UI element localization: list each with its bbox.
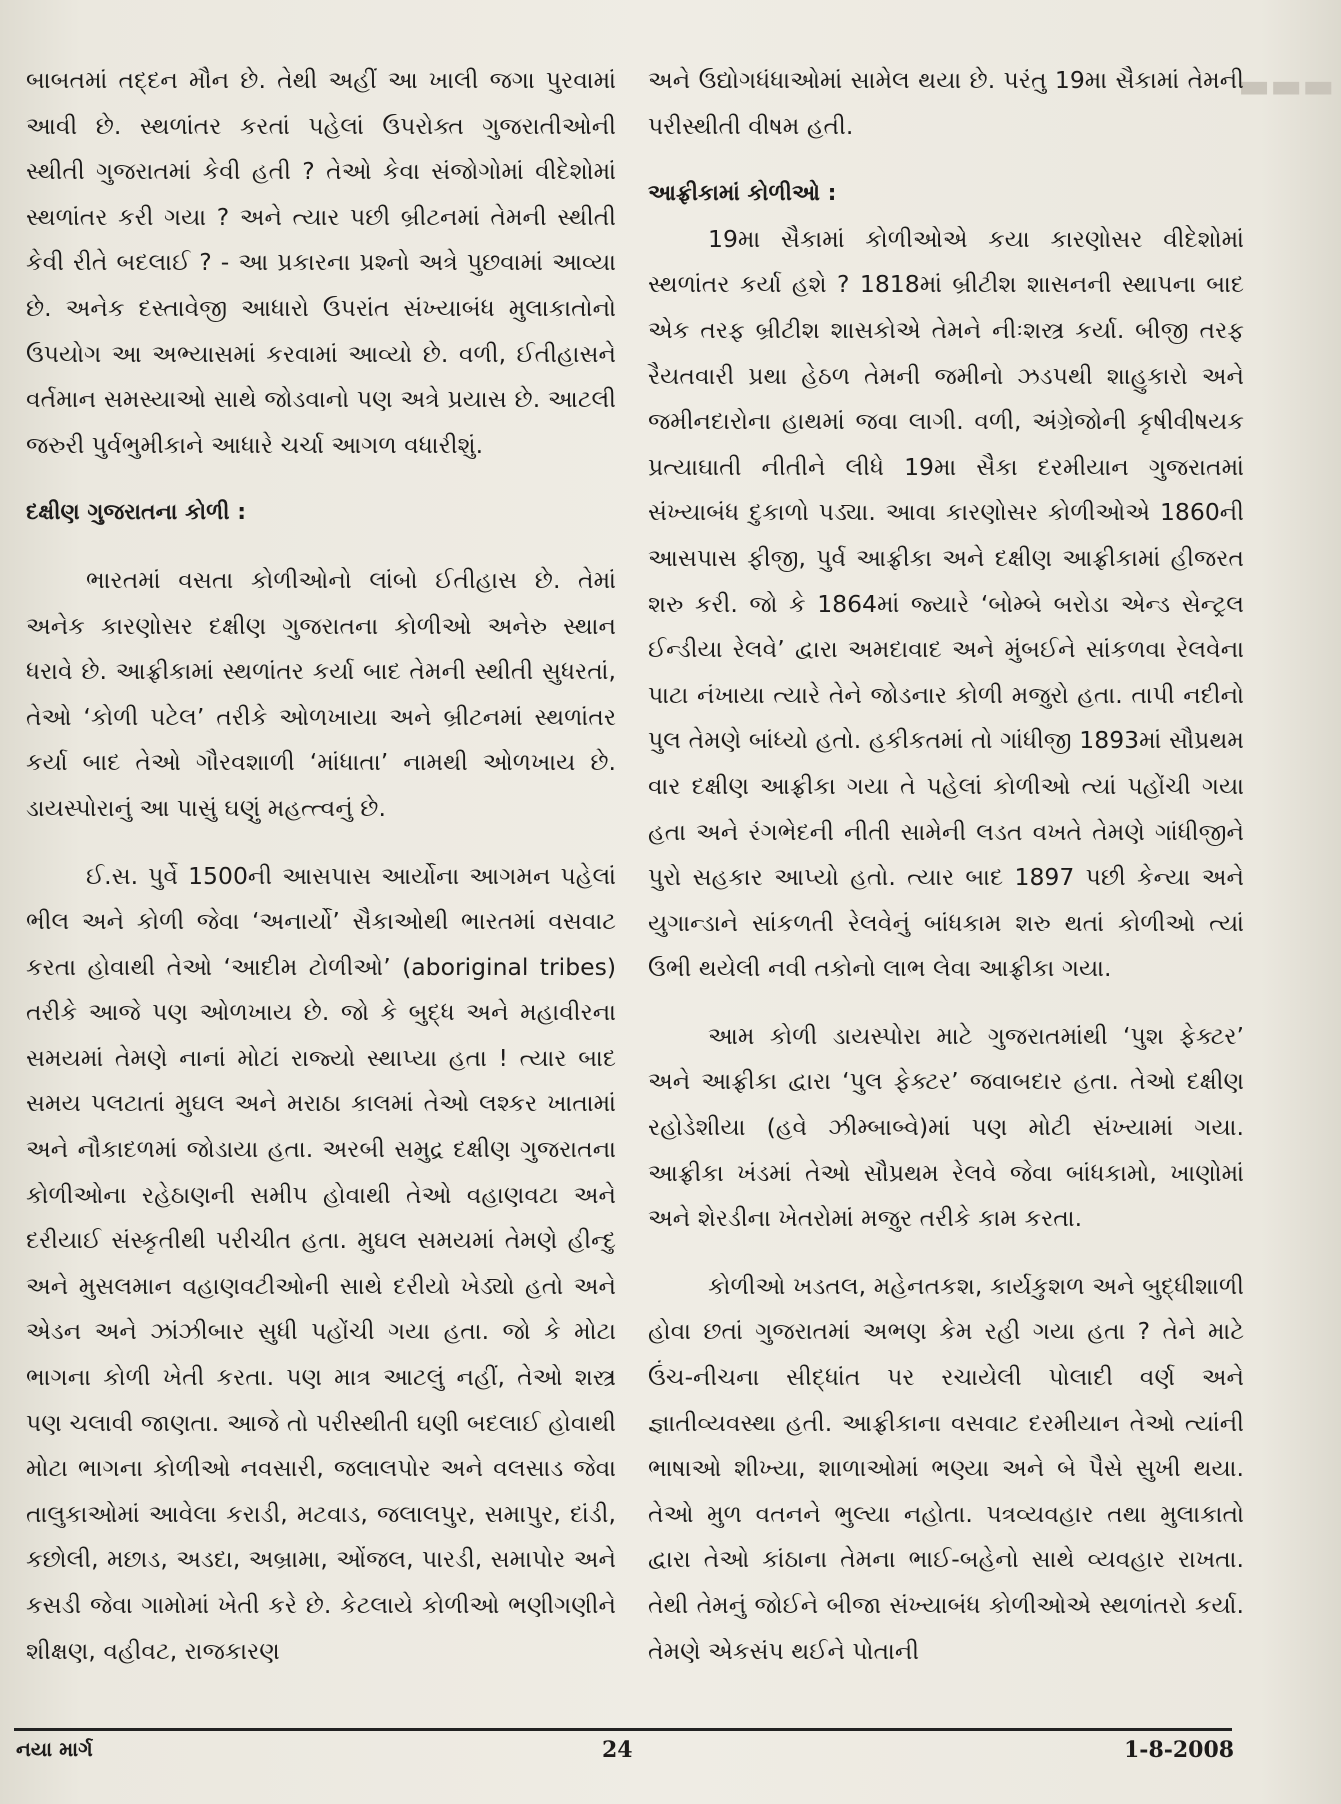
section-heading-africa: આફ્રીકામાં કોળીઓ : — [648, 181, 837, 207]
spacer — [26, 536, 616, 558]
page-number: 24 — [602, 1737, 633, 1763]
paragraph-hardworking: કોળીઓ ખડતલ, મહેનતકશ, કાર્યકુશળ અને બુદ્ધીશાળી હોવા છતાં ગુજરાતમાં અભણ કેમ રહી ગયા હતા ? તેને માટે ઉંચ-નીચના સીદ્ધાંત પર રચાયેલી પોલાદી વર્ણ અને જ્ઞાતીવ્યવસ્થા હતી. આફ્રીકાના વસવાટ દરમીયાન તેઓ ત્યાંની ભાષાઓ શીખ્યા, શાળાઓમાં ભણ્યા અને બે પૈસે સુખી થયા. તેઓ મુળ વતનને ભુલ્યા નહોતા. પત્રવ્યવહાર તથા મુલાકાતો દ્વારા તેઓ કાંઠાના તેમના ભાઈ-બહેનો સાથે વ્યવહાર રાખતા. તેથી તેમનું જોઈને બીજા સંખ્યાબંધ કોળીઓએ સ્થળાંતરો કર્યા. તેમણે એકસંપ થઈને પોતાની — [648, 1271, 1244, 1665]
bleed-through-heading: ▬▬▬ — [1238, 66, 1335, 106]
magazine-name: નયા માર્ગ — [16, 1737, 93, 1761]
paragraph-migration: 19મા સૈકામાં કોળીઓએ કયા કારણોસર વીદેશોમાં સ્થળાંતર કર્યા હશે ? 1818માં બ્રીટીશ શાસનની સ્થાપના બાદ એક તરફ બ્રીટીશ શાસકોએ તેમને નીઃશસ્ત્ર કર્યા. બીજી તરફ રૈયતવારી પ્રથા હેઠળ તેમની જમીનો ઝડપથી શાહુકારો અને જમીનદારોના હાથમાં જવા લાગી. વળી, અંગ્રેજોની કૃષીવીષયક પ્રત્યાઘાતી નીતીને લીધે 19મા સૈકા દરમીયાન ગુજરાતમાં સંખ્યાબંધ દુકાળો પડ્યા. આવા કારણોસર કોળીઓએ 1860ની આસપાસ ફીજી, પુર્વ આફ્રીકા અને દક્ષીણ આફ્રીકામાં હીજરત શરુ કરી. જો કે 1864માં જ્યારે ‘બોમ્બે બરોડા એન્ડ સેન્ટ્રલ ઈન્ડીયા રેલવે’ દ્વારા અમદાવાદ અને મુંબઈને સાંકળવા રેલવેના પાટા નંખાયા ત્યારે તેને જોડનાર કોળી મજુરો હતા. તાપી નદીનો પુલ તેમણે બાંધ્યો હતો. હકીકતમાં તો ગાંધીજી 1893માં સૌપ્રથમ વાર દક્ષીણ આફ્રીકા ગયા તે પહેલાં કોળીઓ ત્યાં પહોંચી ગયા હતા અને રંગભેદની નીતી સામેની લડત વખતે તેમણે ગાંધીજીને પુરો સહકાર આપ્યો હતો. ત્યાર બાદ 1897 પછી કેન્યા અને યુગાન્ડાને સાંકળતી રેલવેનું બાંધકામ શરુ થતાં કોળીઓ ત્યાં ઉભી થયેલી નવી તકોનો લાભ લેવા આફ્રીકા ગયા. — [648, 224, 1244, 983]
spacer — [648, 992, 1244, 1014]
left-column — [26, 58, 616, 1674]
paragraph-history: ભારતમાં વસતા કોળીઓનો લાંબો ઈતીહાસ છે. તેમાં અનેક કારણોસર દક્ષીણ ગુજરાતના કોળીઓ અનેરુ સ્થાન ધરાવે છે. આફ્રીકામાં સ્થળાંતર કર્યા બાદ તેમની સ્થીતી સુધરતાં, તેઓ ‘કોળી પટેલ’ તરીકે ઓળખાયા અને બ્રીટનમાં સ્થળાંતર કર્યા બાદ તેઓ ગૌરવશાળી ‘માંધાતા’ નામથી ઓળખાય છે. ડાયસ્પોરાનું આ પાસું ઘણું મહત્ત્વનું છે. — [26, 565, 616, 822]
paragraph-continued: અને ઉદ્યોગધંધાઓમાં સામેલ થયા છે. પરંતુ 19મા સૈકામાં તેમની પરીસ્થીતી વીષમ હતી. — [648, 66, 1244, 140]
spacer — [648, 149, 1244, 171]
spacer — [26, 468, 616, 490]
paragraph-intro: બાબતમાં તદ્દન મૌન છે. તેથી અહીં આ ખાલી જગા પુરવામાં આવી છે. સ્થળાંતર કરતાં પહેલાં ઉપરોક્ત ગુજરાતીઓની સ્થીતી ગુજરાતમાં કેવી હતી ? તેઓ કેવા સંજોગોમાં વીદેશોમાં સ્થળાંતર કરી ગયા ? અને ત્યાર પછી બ્રીટનમાં તેમની સ્થીતી કેવી રીતે બદલાઈ ? - આ પ્રકારના પ્રશ્નો અત્રે પુછવામાં આવ્યા છે. અનેક દસ્તાવેજી આધારો ઉપરાંત સંખ્યાબંધ મુલાકાતોનો ઉપયોગ આ અભ્યાસમાં કરવામાં આવ્યો છે. વળી, ઈતીહાસને વર્તમાન સમસ્યાઓ સાથે જોડવાનો પણ અત્રે પ્રયાસ છે. આટલી જરુરી પુર્વભુમીકાને આધારે ચર્ચા આગળ વધારીશું. — [26, 66, 616, 459]
footer-divider — [14, 1728, 1232, 1731]
spacer — [26, 832, 616, 854]
right-column — [648, 58, 1244, 1674]
paragraph-push-pull: આમ કોળી ડાયસ્પોરા માટે ગુજરાતમાંથી ‘પુશ ફેક્ટર’ અને આફ્રીકા દ્વારા ‘પુલ ફેક્ટર’ જવાબદાર હતા. તેઓ દક્ષીણ રહોડેશીયા (હવે ઝીમ્બાબ્વે)માં પણ મોટી સંખ્યામાં ગયા. આફ્રીકા ખંડમાં તેઓ સૌપ્રથમ રેલવે જેવા બાંધકામો, ખાણોમાં અને શેરડીના ખેતરોમાં મજુર તરીકે કામ કરતા. — [648, 1021, 1244, 1233]
paragraph-aboriginal: ઈ.સ. પુર્વે 1500ની આસપાસ આર્યોના આગમન પહેલાં ભીલ અને કોળી જેવા ‘અનાર્યો’ સૈકાઓથી ભારતમાં વસવાટ કરતા હોવાથી તેઓ ‘આદીમ ટોળીઓ’ (aboriginal tribes) તરીકે આજે પણ ઓળખાય છે. જો કે બુદ્ધ અને મહાવીરના સમયમાં તેમણે નાનાં મોટાં રાજ્યો સ્થાપ્યા હતા ! ત્યાર બાદ સમય પલટાતાં મુઘલ અને મરાઠા કાલમાં તેઓ લશ્કર ખાતામાં અને નૌકાદળમાં જોડાયા હતા. અરબી સમુદ્ર દક્ષીણ ગુજરાતના કોળીઓના રહેઠાણની સમીપ હોવાથી તેઓ વહાણવટા અને દરીયાઈ સંસ્કૃતીથી પરીચીત હતા. મુઘલ સમયમાં તેમણે હીન્દુ અને મુસલમાન વહાણવટીઓની સાથે દરીયો ખેડ્યો હતો અને એડન અને ઝાંઝીબાર સુધી પહોંચી ગયા હતા. જો કે મોટા ભાગના કોળી ખેતી કરતા. પણ માત્ર આટલું નહીં, તેઓ શસ્ત્ર પણ ચલાવી જાણતા. આજે તો પરીસ્થીતી ઘણી બદલાઈ હોવાથી મોટા ભાગના કોળીઓ નવસારી, જલાલપોર અને વલસાડ જેવા તાલુકાઓમાં આવેલા કરાડી, મટવાડ, જલાલપુર, સમાપુર, દાંડી, કછોલી, મછાડ, અડદા, અબ્રામા, ઓંજલ, પારડી, સમાપોર અને કસડી જેવા ગામોમાં ખેતી કરે છે. કેટલાયે કોળીઓ ભણીગણીને શીક્ષણ, વહીવટ, રાજકારણ — [26, 861, 616, 1665]
section-heading-south-gujarat: દક્ષીણ ગુજરાતના કોળી : — [26, 500, 247, 526]
issue-date: 1-8-2008 — [1124, 1737, 1235, 1763]
spacer — [648, 1242, 1244, 1264]
